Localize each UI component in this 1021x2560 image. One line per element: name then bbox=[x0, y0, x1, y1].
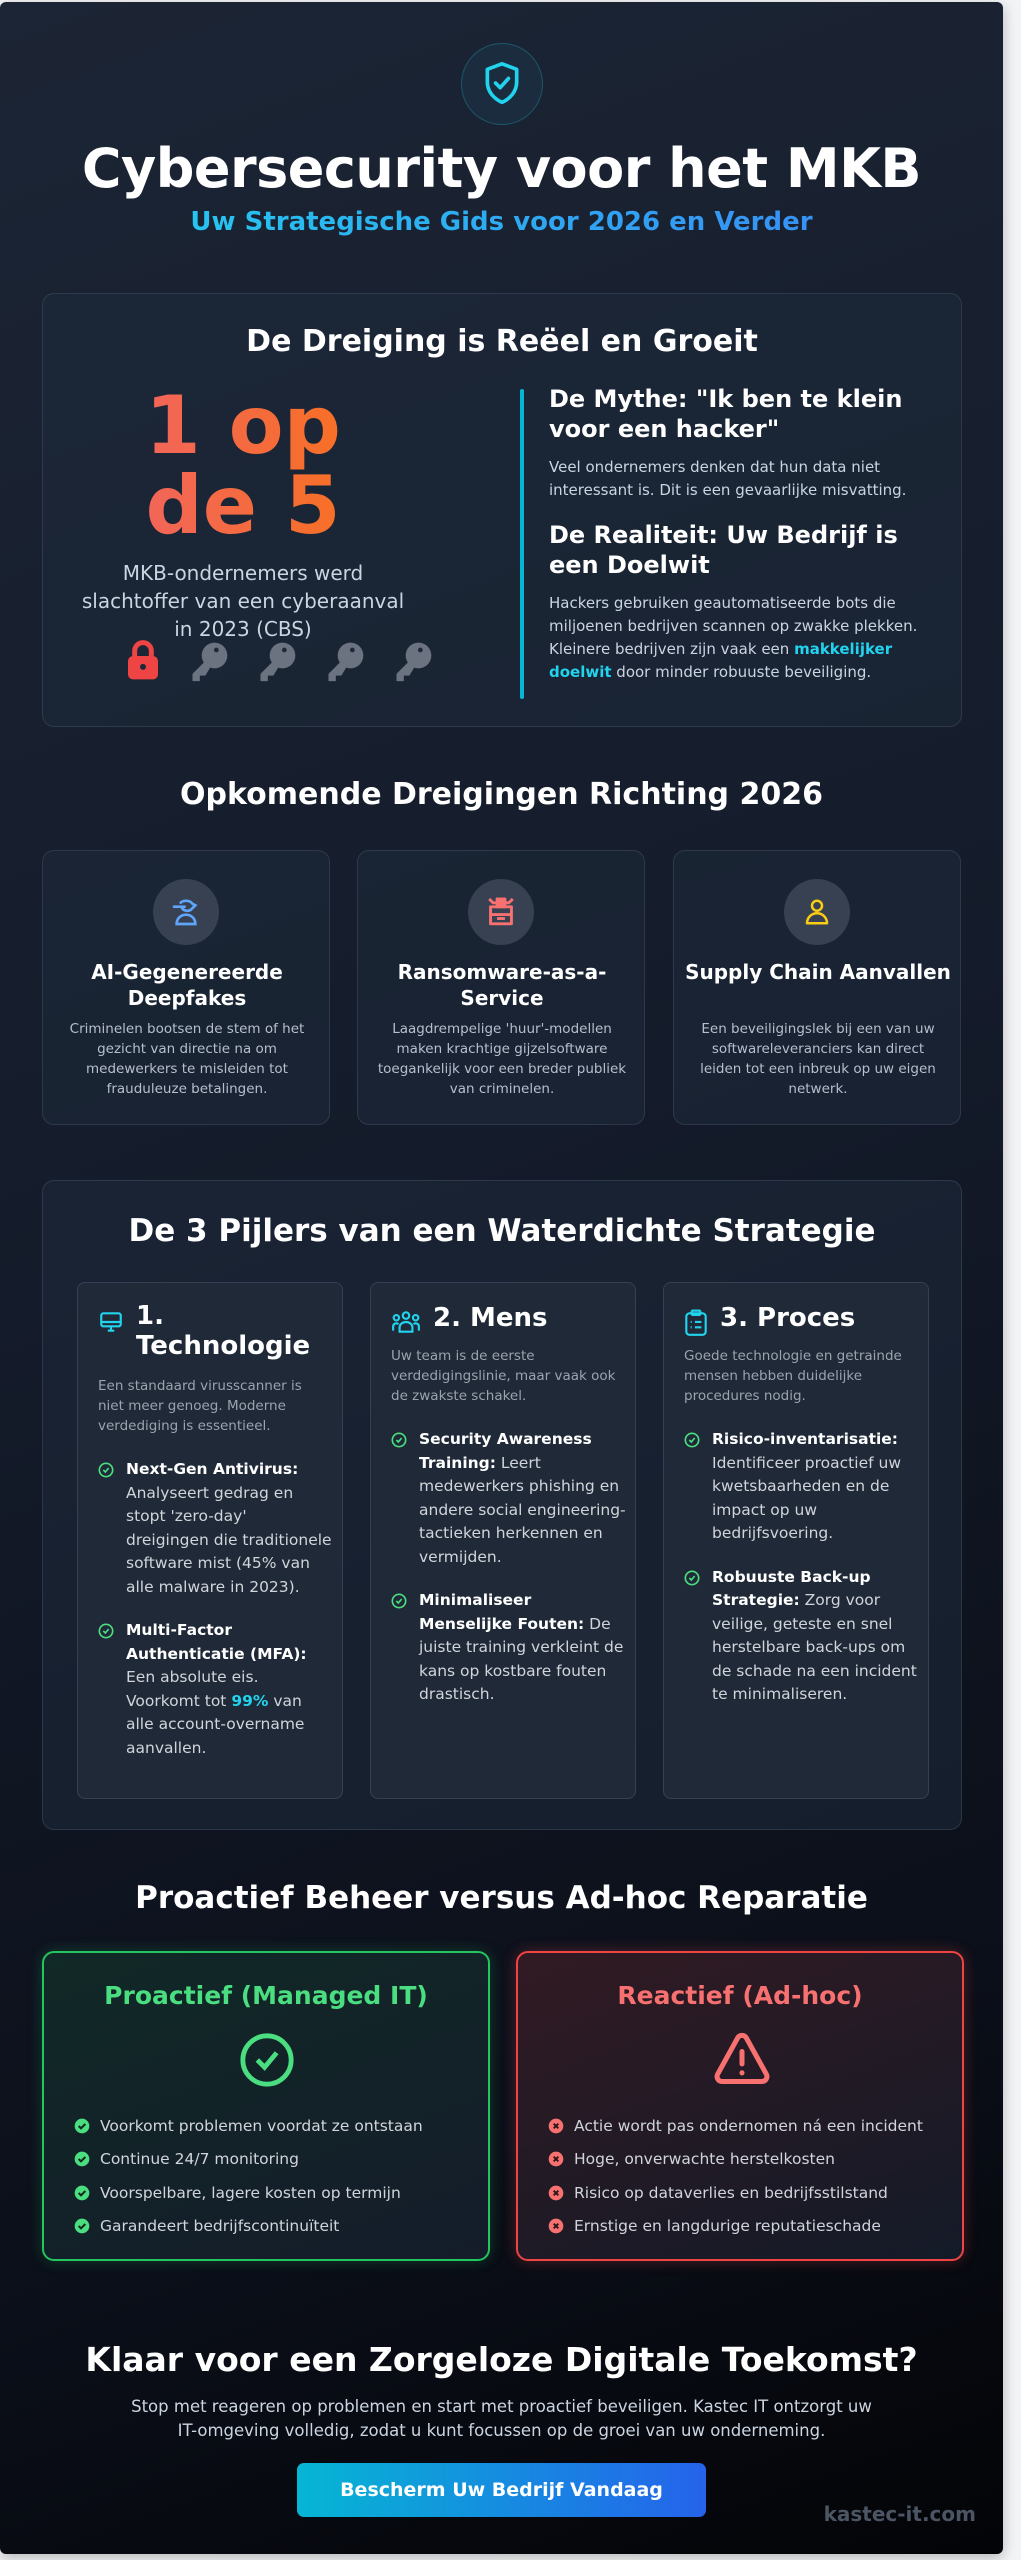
stat-description: MKB-ondernemers werd slachtoffer van een cyberaanval in 2023 (CBS) bbox=[81, 561, 405, 641]
reactive-item bbox=[548, 2143, 923, 2177]
ransomware-cart-icon bbox=[468, 879, 534, 945]
threat-text: Laagdrempelige 'huur'-modellen maken krachtige gijzelsoftware toegankelijk voor een breder publiek van criminelen. bbox=[377, 1021, 627, 1097]
threat-intro-section bbox=[42, 293, 962, 727]
point-text: Zorg voor veilige, geteste en snel herstelbare back-ups om de schade na een incident te minimaliseren. bbox=[712, 1591, 917, 1703]
pillars-section bbox=[42, 1180, 962, 1830]
point-label: Multi-Factor Authenticatie (MFA): bbox=[126, 1621, 307, 1663]
footer-domain[interactable]: kastec-it.com bbox=[823, 2502, 976, 2526]
pillar-intro: Een standaard virusscanner is niet meer genoeg. Moderne verdediging is essentieel. bbox=[98, 1378, 302, 1434]
threat-text: Criminelen bootsen de stem of het gezicht van directie na om medewerkers te misleiden tot frauduleuze betalingen. bbox=[69, 1021, 305, 1097]
pillar-process bbox=[663, 1282, 929, 1799]
stat-icons bbox=[123, 639, 435, 683]
point-text: Leert medewerkers phishing en andere social engineering-tactieken herkennen en vermijden. bbox=[419, 1453, 626, 1566]
pillar-point bbox=[391, 1589, 627, 1707]
check-circle-icon bbox=[684, 1570, 700, 1586]
check-circle-icon bbox=[391, 1432, 407, 1448]
point-label: Risico-inventarisatie: bbox=[712, 1430, 898, 1448]
key-icon bbox=[255, 639, 299, 683]
pillar-point bbox=[684, 1428, 920, 1546]
section-title: Proactief Beheer versus Ad-hoc Reparatie bbox=[135, 1880, 868, 1916]
check-circle-icon bbox=[391, 1593, 407, 1609]
section-title: De Dreiging is Reëel en Groeit bbox=[246, 324, 758, 359]
check-filled-icon bbox=[74, 2118, 90, 2134]
reactive-card bbox=[516, 1951, 964, 2261]
section-title: Opkomende Dreigingen Richting 2026 bbox=[180, 777, 823, 812]
threat-card bbox=[357, 850, 645, 1125]
point-highlight: 99% bbox=[231, 1691, 269, 1710]
reactive-title: Reactief (Ad-hoc) bbox=[617, 1981, 863, 2010]
key-icon bbox=[323, 639, 367, 683]
proactive-item bbox=[74, 2143, 423, 2177]
reality-highlight: makkelijker doelwit bbox=[549, 640, 893, 681]
warning-triangle-icon bbox=[712, 2031, 772, 2087]
page-title: Cybersecurity voor het MKB bbox=[81, 137, 922, 200]
pillar-point bbox=[98, 1619, 334, 1760]
proactive-item bbox=[74, 2109, 423, 2143]
point-label: Next-Gen Antivirus: bbox=[126, 1460, 299, 1478]
x-filled-icon bbox=[548, 2151, 564, 2167]
pillar-point bbox=[391, 1428, 627, 1569]
point-text: Identificeer proactief uw kwetsbaarheden en de impact op uw bedrijfsvoering. bbox=[712, 1453, 901, 1542]
stat-value: 1 op de 5 bbox=[83, 386, 403, 546]
monitor-icon bbox=[98, 1309, 124, 1335]
threat-title: Ransomware-as-a-Service bbox=[397, 960, 607, 1010]
pillar-title: 2. Mens bbox=[433, 1303, 548, 1333]
check-circle-icon bbox=[684, 1432, 700, 1448]
check-filled-icon bbox=[74, 2151, 90, 2167]
pillar-intro: Uw team is de eerste verdedigingslinie, maar vaak ook de zwakste schakel. bbox=[391, 1348, 616, 1404]
point-label: Robuuste Back-up Strategie: bbox=[712, 1567, 871, 1609]
proactive-item bbox=[74, 2176, 423, 2210]
reality-text-part: Hackers gebruiken geautomatiseerde bots die miljoenen bedrijven scannen op zwakke plekken. Kleinere bedrijven zijn vaak een bbox=[549, 594, 918, 658]
reality-text-part: door minder robuuste beveiliging. bbox=[611, 663, 872, 681]
threat-title: AI-Gegenereerde Deepfakes bbox=[91, 960, 283, 1010]
threat-text: Een beveiligingslek bij een van uw softwareleveranciers kan direct leiden tot een inbreuk op uw eigen netwerk. bbox=[700, 1021, 936, 1097]
pillar-technology bbox=[77, 1282, 343, 1799]
users-group-icon bbox=[391, 1309, 421, 1335]
point-text: De juiste training verkleint de kans op kostbare fouten drastisch. bbox=[419, 1614, 624, 1703]
myth-title: De Mythe: "Ik ben te klein voor een hacker" bbox=[549, 385, 903, 443]
item-text: Hoge, onverwachte herstelkosten bbox=[574, 2150, 835, 2169]
item-text: Continue 24/7 monitoring bbox=[100, 2150, 299, 2169]
user-icon bbox=[784, 879, 850, 945]
user-deepfake-icon bbox=[153, 879, 219, 945]
check-filled-icon bbox=[74, 2185, 90, 2201]
shield-check-icon bbox=[461, 43, 543, 125]
reactive-item bbox=[548, 2109, 923, 2143]
reactive-item bbox=[548, 2176, 923, 2210]
reality-text bbox=[549, 592, 929, 684]
check-filled-icon bbox=[74, 2218, 90, 2234]
page-subtitle: Uw Strategische Gids voor 2026 en Verder bbox=[0, 207, 1003, 237]
check-circle-icon bbox=[238, 2031, 296, 2089]
point-text: Analyseert gedrag en stopt 'zero-day' dreigingen die traditionele software mist (45% van alle malware in 2023). bbox=[126, 1483, 332, 1596]
point-label: Security Awareness Training: bbox=[419, 1430, 592, 1472]
point-label: Minimaliseer Menselijke Fouten: bbox=[419, 1591, 585, 1633]
x-filled-icon bbox=[548, 2118, 564, 2134]
accent-divider bbox=[520, 389, 524, 699]
pillar-title: 1. Technologie bbox=[136, 1301, 311, 1361]
reactive-item bbox=[548, 2210, 923, 2244]
x-filled-icon bbox=[548, 2218, 564, 2234]
point-text: van alle account-overname aanvallen. bbox=[126, 1691, 305, 1757]
item-text: Voorkomt problemen voordat ze ontstaan bbox=[100, 2116, 423, 2135]
myth-text: Veel ondernemers denken dat hun data niet interessant is. Dit is een gevaarlijke misvatting. bbox=[549, 458, 907, 499]
proactive-card bbox=[42, 1951, 490, 2261]
threat-card bbox=[673, 850, 961, 1125]
cta-button[interactable]: Bescherm Uw Bedrijf Vandaag bbox=[297, 2463, 706, 2517]
threat-card bbox=[42, 850, 330, 1125]
myth-reality bbox=[549, 384, 929, 702]
item-text: Risico op dataverlies en bedrijfsstilstand bbox=[574, 2183, 888, 2202]
pillar-intro: Goede technologie en getrainde mensen hebben duidelijke procedures nodig. bbox=[684, 1348, 902, 1404]
pillar-point bbox=[684, 1566, 920, 1707]
infographic-page bbox=[0, 2, 1003, 2554]
lock-icon bbox=[123, 639, 163, 683]
check-circle-icon bbox=[98, 1462, 114, 1478]
x-filled-icon bbox=[548, 2185, 564, 2201]
reality-title: De Realiteit: Uw Bedrijf is een Doelwit bbox=[549, 521, 898, 579]
pillar-people bbox=[370, 1282, 636, 1799]
cta-title: Klaar voor een Zorgeloze Digitale Toekomst? bbox=[85, 2340, 918, 2379]
cta-text: Stop met reageren op problemen en start met proactief beveiligen. Kastec IT ontzorgt uw IT-omgeving volledig, zodat u kunt focussen op de groei van uw onderneming. bbox=[131, 2397, 872, 2440]
section-title: De 3 Pijlers van een Waterdichte Strategie bbox=[128, 1213, 876, 1249]
key-icon bbox=[391, 639, 435, 683]
threat-title: Supply Chain Aanvallen bbox=[685, 960, 951, 984]
key-icon bbox=[187, 639, 231, 683]
point-text: Een absolute eis. Voorkomt tot bbox=[126, 1668, 259, 1710]
pillar-title: 3. Proces bbox=[720, 1303, 856, 1333]
item-text: Garandeert bedrijfscontinuïteit bbox=[100, 2217, 340, 2236]
item-text: Ernstige en langdurige reputatieschade bbox=[574, 2217, 881, 2236]
check-circle-icon bbox=[98, 1623, 114, 1639]
item-text: Voorspelbare, lagere kosten op termijn bbox=[100, 2183, 401, 2202]
pillar-point bbox=[98, 1458, 334, 1599]
item-text: Actie wordt pas ondernomen ná een incident bbox=[574, 2116, 923, 2135]
proactive-title: Proactief (Managed IT) bbox=[104, 1981, 428, 2010]
clipboard-list-icon bbox=[684, 1309, 708, 1337]
proactive-item bbox=[74, 2210, 423, 2244]
